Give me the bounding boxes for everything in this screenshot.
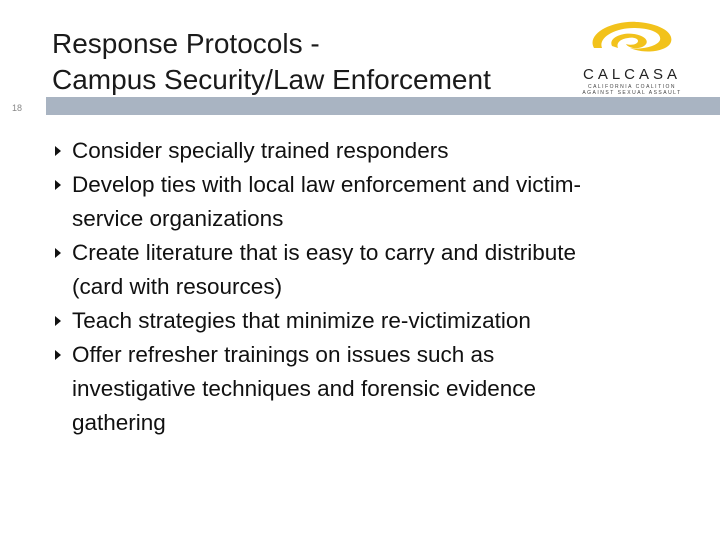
- bullet-text-line: service organizations: [72, 206, 284, 231]
- slide-content: [52, 134, 692, 440]
- bullet-text-line: Teach strategies that minimize re-victimization: [72, 308, 531, 333]
- logo-subtitle: [578, 84, 686, 96]
- bullet-list: [52, 134, 692, 440]
- bullet-arrow-icon: [55, 350, 61, 360]
- bullet-arrow-icon: [55, 248, 61, 258]
- bullet-item: [52, 338, 692, 440]
- bullet-text-line: Consider specially trained responders: [72, 138, 449, 163]
- bullet-text-line: gathering: [72, 410, 166, 435]
- slide-title-line-1: Response Protocols -: [52, 28, 320, 59]
- bullet-item: [52, 236, 692, 304]
- header-bar: [0, 97, 720, 115]
- logo-subtitle-line-2: AGAINST SEXUAL ASSAULT: [582, 90, 682, 96]
- bullet-arrow-icon: [55, 316, 61, 326]
- bullet-item: [52, 304, 692, 338]
- bullet-arrow-icon: [55, 180, 61, 190]
- calcasa-logo: [572, 14, 692, 94]
- slide-title-line-2: Campus Security/Law Enforcement: [52, 64, 491, 95]
- slide-title: [52, 26, 572, 98]
- header-divider-bar: [46, 97, 720, 115]
- bullet-item: [52, 134, 692, 168]
- slide-number: 18: [12, 103, 23, 113]
- logo-name: CALCASA: [582, 66, 682, 83]
- logo-subtitle-line-1: CALIFORNIA COALITION: [587, 84, 677, 90]
- bullet-text-line: (card with resources): [72, 274, 283, 299]
- swirl-logo-icon: [572, 14, 692, 66]
- bullet-text-line: Create literature that is easy to carry and distribute: [72, 240, 576, 265]
- slide-number-box: [0, 97, 38, 115]
- bullet-text-line: Offer refresher trainings on issues such as: [72, 342, 495, 367]
- bullet-text-line: Develop ties with local law enforcement and victim-: [72, 172, 581, 197]
- bullet-item: [52, 168, 692, 236]
- bullet-arrow-icon: [55, 146, 61, 156]
- bullet-text-line: investigative techniques and forensic evidence: [72, 376, 537, 401]
